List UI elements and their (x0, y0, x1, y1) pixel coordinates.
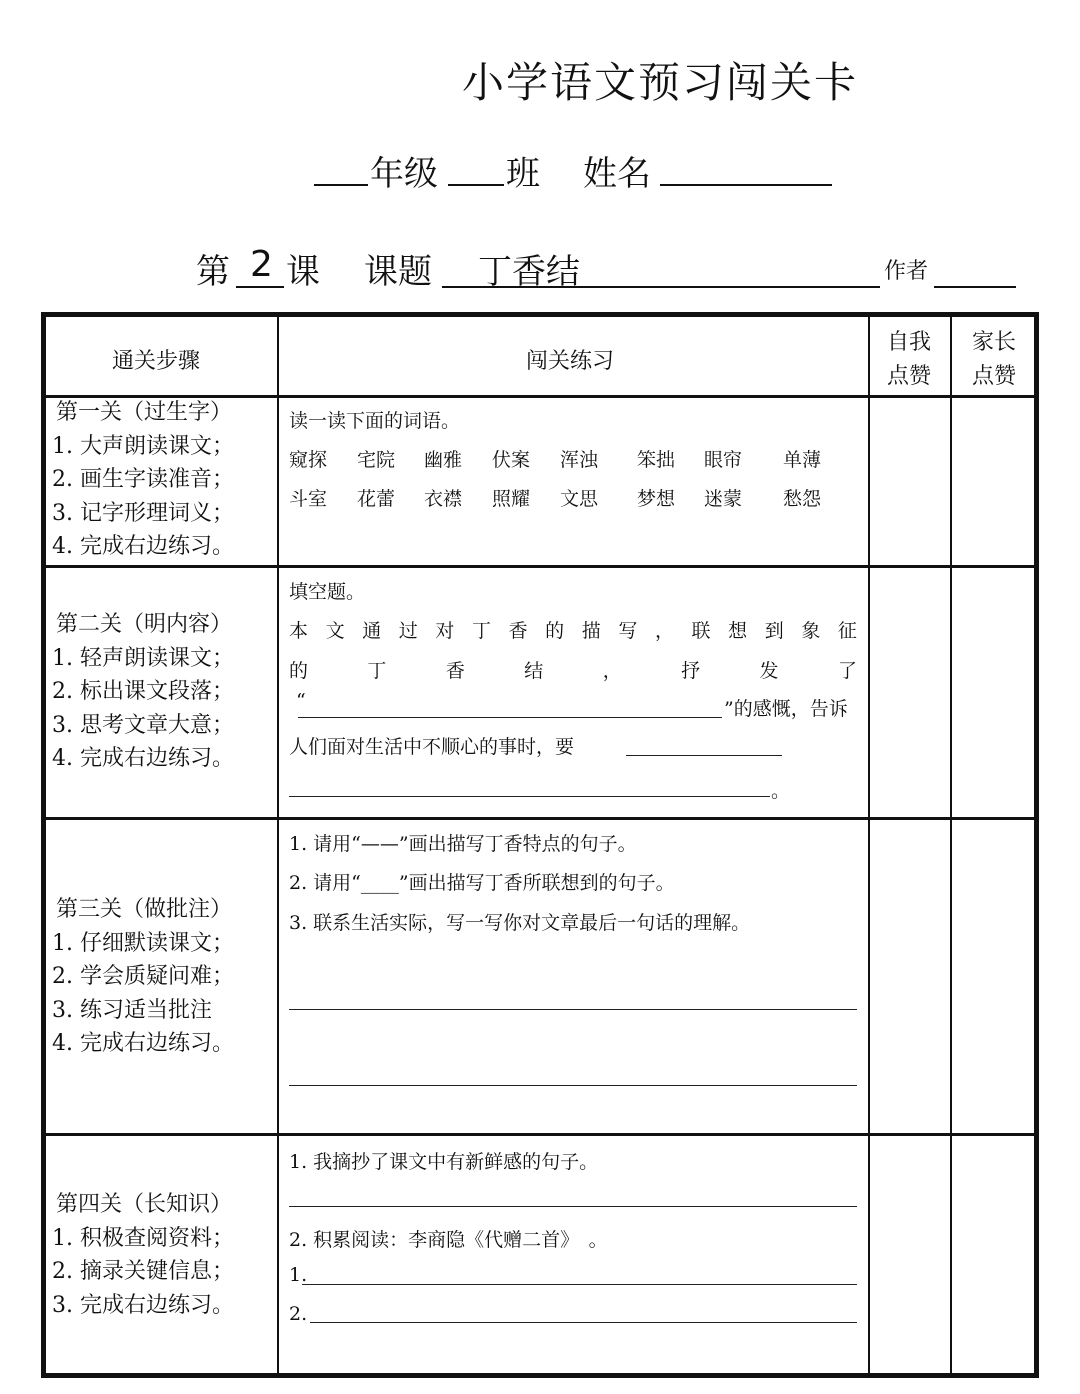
header-self-line1: 自我 (886, 330, 931, 355)
level-1-step-3: 3. 记字形理词义； (52, 500, 234, 526)
level-4-steps (52, 1188, 234, 1322)
header-parent-like (952, 326, 1036, 394)
level-2-title: 第二关（明内容） (56, 612, 233, 637)
exercise-4-a1-label: 1. (289, 1264, 308, 1286)
header-parent-line2: 点赞 (971, 364, 1016, 389)
vocab-word: 愁怨 (783, 488, 822, 510)
exercise-1-prompt: 读一读下面的词语。 (289, 410, 461, 432)
vocab-word: 伏案 (492, 449, 531, 471)
answer-line[interactable] (289, 1206, 857, 1207)
header-parent-line1: 家长 (971, 330, 1016, 355)
exercise-4-q1: 1. 我摘抄了课文中有新鲜感的句子。 (289, 1151, 599, 1173)
grade-label: 年级 (370, 154, 438, 194)
vocab-word: 花蕾 (357, 488, 396, 510)
lesson-number: 2 (250, 244, 273, 285)
lesson-topic: 丁香结 (478, 252, 580, 292)
level-2-step-3: 3. 思考文章大意； (52, 712, 234, 738)
row-divider-1 (46, 565, 1034, 568)
level-1-step-4: 4. 完成右边练习。 (52, 534, 234, 559)
vocab-word: 照耀 (492, 488, 531, 510)
exercise-3-q3: 3. 联系生活实际，写一写你对文章最后一句话的理解。 (289, 912, 751, 934)
exercise-4-q2: 2. 积累阅读：李商隐《代赠二首》 。 (289, 1229, 608, 1251)
vocab-word: 宅院 (357, 449, 396, 471)
level-4-title: 第四关（长知识） (56, 1192, 233, 1217)
level-2-step-4: 4. 完成右边练习。 (52, 746, 234, 771)
lesson-number-blank[interactable] (236, 286, 284, 288)
close-quote-text: ”的感慨，告诉 (724, 698, 848, 720)
open-quote: “ (296, 690, 306, 712)
fill-blank-answer-3[interactable] (289, 796, 770, 797)
vocab-word: 迷蒙 (704, 488, 743, 510)
fill-blank-answer-2[interactable] (626, 755, 782, 756)
vocab-word: 浑浊 (560, 449, 599, 471)
level-3-step-1: 1. 仔细默读课文； (52, 930, 234, 956)
vocab-word: 幽雅 (424, 449, 463, 471)
vocab-word: 眼帘 (704, 449, 743, 471)
fill-blank-line-4: 人们面对生活中不顺心的事时，要 (289, 736, 575, 758)
row-divider-2 (46, 817, 1034, 820)
level-1-steps (52, 396, 234, 564)
exercise-2-prompt: 填空题。 (289, 581, 366, 603)
level-4-step-3: 3. 完成右边练习。 (52, 1292, 234, 1318)
level-1-title: 第一关（过生字） (56, 400, 233, 425)
answer-line[interactable] (302, 1284, 857, 1285)
col-divider-1 (277, 317, 279, 1373)
exercise-3-q1: 1. 请用“——”画出描写丁香特点的句子。 (289, 833, 637, 855)
level-3-steps (52, 893, 234, 1061)
class-blank[interactable] (448, 184, 504, 186)
level-2-steps (52, 608, 234, 776)
vocab-word: 单薄 (783, 449, 822, 471)
page-title: 小学语文预习闯关卡 (462, 58, 859, 107)
level-3-step-3: 3. 练习适当批注 (52, 997, 212, 1023)
level-4-step-2: 2. 摘录关键信息； (52, 1259, 234, 1284)
name-label: 姓名 (583, 154, 651, 194)
vocab-word: 笨拙 (637, 449, 676, 471)
answer-line[interactable] (289, 1009, 857, 1010)
answer-line[interactable] (310, 1322, 857, 1323)
fill-blank-line-1: 本 文 通 过 对 丁 香 的 描 写 ， 联 想 到 象 征 (289, 620, 857, 642)
author-label: 作者 (884, 259, 929, 284)
level-1-step-2: 2. 画生字读准音； (52, 467, 234, 492)
level-3-title: 第三关（做批注） (56, 897, 233, 922)
fill-blank-answer-1[interactable] (298, 717, 722, 718)
name-blank[interactable] (660, 184, 832, 186)
answer-line[interactable] (289, 1085, 857, 1086)
header-self-line2: 点赞 (886, 364, 931, 389)
grade-blank[interactable] (314, 184, 368, 186)
level-1-step-1: 1. 大声朗读课文； (52, 433, 234, 459)
level-3-step-2: 2. 学会质疑问难； (52, 964, 234, 989)
header-steps: 通关步骤 (111, 349, 200, 374)
class-label: 班 (506, 154, 540, 194)
exercise-3-q2: 2. 请用“____”画出描写丁香所联想到的句子。 (289, 872, 675, 894)
fill-blank-line-2: 的 丁 香 结 ， 抒 发 了 (289, 660, 857, 682)
lesson-suffix: 课 (286, 252, 320, 292)
vocab-word: 梦想 (637, 488, 676, 510)
header-practice: 闯关练习 (525, 349, 614, 374)
row-divider-3 (46, 1133, 1034, 1136)
author-blank[interactable] (934, 286, 1016, 288)
exercise-4-a2-label: 2. (289, 1303, 308, 1325)
level-2-step-2: 2. 标出课文段落； (52, 679, 234, 704)
level-3-step-4: 4. 完成右边练习。 (52, 1031, 234, 1056)
period: 。 (771, 780, 791, 802)
lesson-prefix: 第 (196, 252, 230, 292)
vocab-word: 窥探 (289, 449, 328, 471)
col-divider-3 (950, 317, 952, 1373)
topic-label: 课题 (364, 252, 432, 292)
vocab-word: 斗室 (289, 488, 328, 510)
col-divider-2 (868, 317, 870, 1373)
level-2-step-1: 1. 轻声朗读课文； (52, 645, 234, 671)
vocab-word: 文思 (560, 488, 599, 510)
level-4-step-1: 1. 积极查阅资料； (52, 1225, 234, 1251)
header-self-like (868, 326, 950, 394)
vocab-word: 衣襟 (424, 488, 463, 510)
